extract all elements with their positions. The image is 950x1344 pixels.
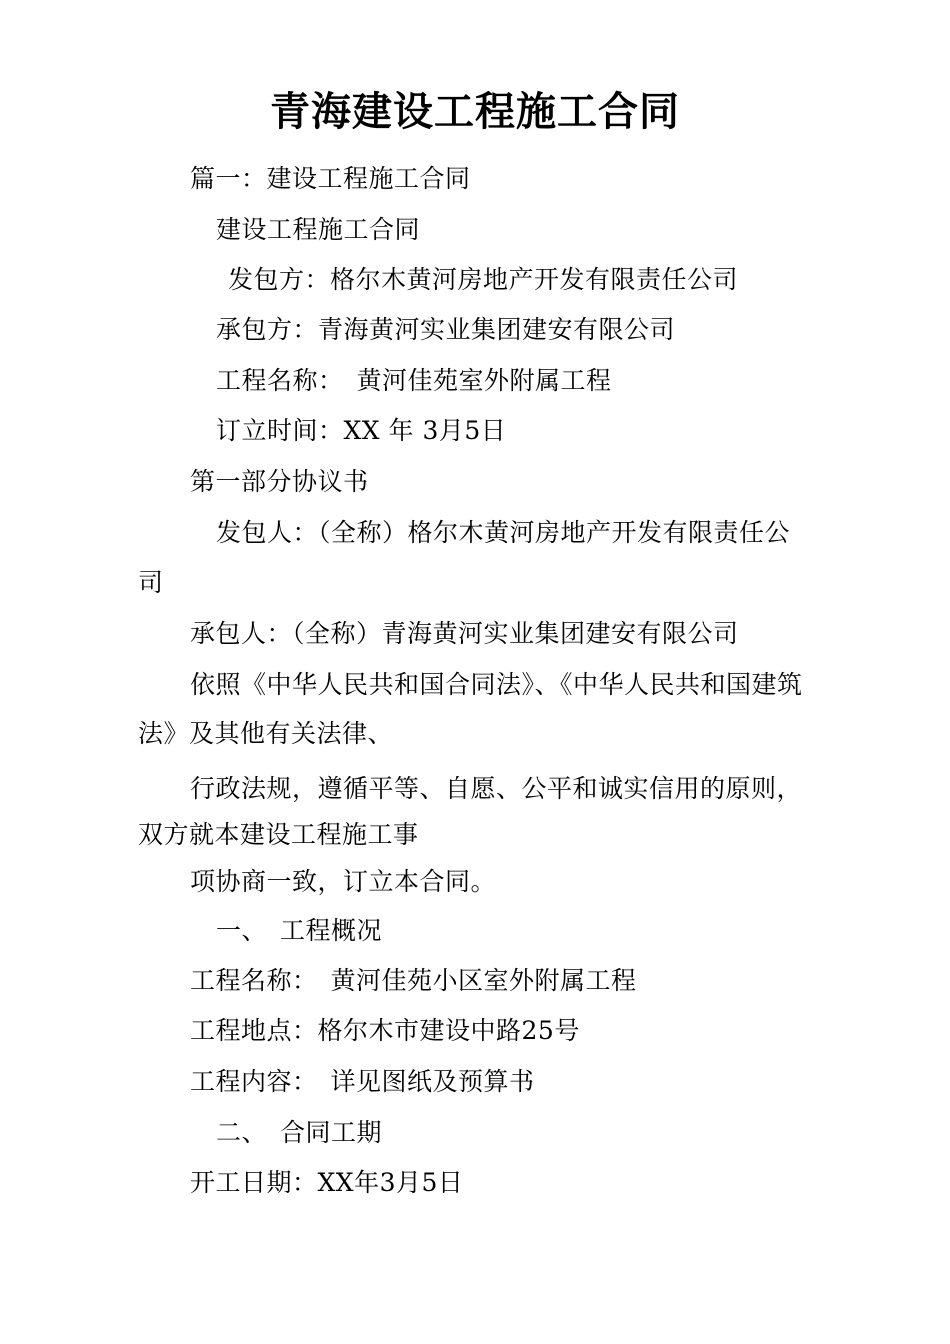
employer-fullname-continued: 司	[138, 568, 164, 597]
contractor-fullname-line: 承包人：（全称）青海黄河实业集团建安有限公司	[190, 619, 739, 648]
overview-project-name: 工程名称： 黄河佳苑小区室外附属工程	[190, 966, 637, 995]
consensus-line: 项协商一致，订立本合同。	[190, 867, 497, 896]
section-heading-part-one: 篇一：建设工程施工合同	[190, 164, 471, 193]
employer-fullname-line: 发包人：（全称）格尔木黄河房地产开发有限责任公	[216, 518, 791, 547]
project-name-line: 工程名称： 黄河佳苑室外附属工程	[216, 366, 612, 395]
employer-line: 发包方：格尔木黄河房地产开发有限责任公司	[228, 265, 739, 294]
contract-heading: 建设工程施工合同	[216, 215, 421, 244]
contractor-line: 承包方：青海黄河实业集团建安有限公司	[216, 315, 676, 344]
principles-continued: 双方就本建设工程施工事	[138, 820, 419, 849]
legal-basis-continued: 法》及其他有关法律、	[138, 719, 394, 748]
signing-date-line: 订立时间：XX 年 3月5日	[216, 416, 507, 445]
agreement-heading: 第一部分协议书	[190, 467, 369, 496]
principles-line: 行政法规，遵循平等、自愿、公平和诚实信用的原则，	[190, 774, 803, 803]
start-date-line: 开工日期：XX年3月5日	[190, 1168, 464, 1197]
overview-project-content: 工程内容： 详见图纸及预算书	[190, 1067, 535, 1096]
section-contract-period: 二、 合同工期	[216, 1118, 383, 1147]
overview-project-location: 工程地点：格尔木市建设中路25号	[190, 1016, 580, 1045]
legal-basis-line: 依照《中华人民共和国合同法》、《中华人民共和国建筑	[190, 670, 803, 699]
section-project-overview: 一、 工程概况	[216, 916, 383, 945]
document-title: 青海建设工程施工合同	[270, 88, 680, 135]
